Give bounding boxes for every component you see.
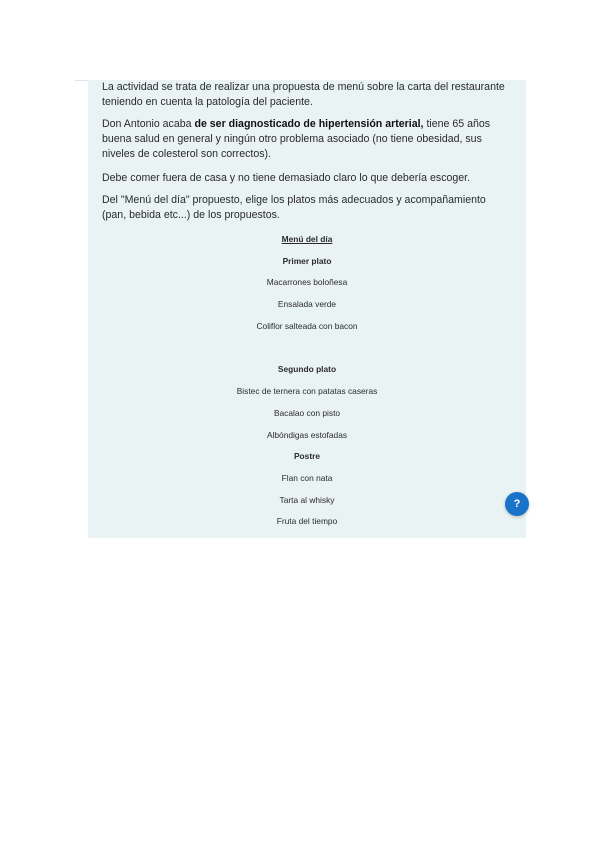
- intro-paragraph-1: La actividad se trata de realizar una propuesta de menú sobre la carta del restaurante teniendo en cuenta la patología del paciente.: [102, 81, 505, 108]
- second-course-item: Albóndigas estofadas: [266, 430, 348, 440]
- dessert-item: Tarta al whisky: [279, 495, 335, 505]
- diagnosis-bold: de ser diagnosticado de hipertensión arterial,: [194, 118, 424, 130]
- help-button[interactable]: [505, 492, 529, 516]
- second-course-item: Bistec de ternera con patatas caseras: [236, 386, 378, 396]
- first-course-item: Ensalada verde: [277, 299, 337, 309]
- menu-title: Menú del día: [281, 234, 333, 244]
- first-course-heading: Primer plato: [282, 256, 332, 266]
- activity-panel: [88, 80, 526, 538]
- second-course-item: Bacalao con pisto: [273, 408, 341, 418]
- second-course-heading: Segundo plato: [277, 364, 337, 374]
- intro-paragraph-3: Debe comer fuera de casa y no tiene demasiado claro lo que debería escoger.: [102, 172, 471, 184]
- question-mark-icon: ?: [513, 498, 521, 510]
- intro-paragraph-2-start: Don Antonio acaba: [102, 118, 195, 130]
- dessert-item: Fruta del tiempo: [276, 516, 338, 526]
- first-course-item: Coliflor salteada con bacon: [256, 321, 358, 331]
- first-course-item: Macarrones boloñesa: [266, 277, 348, 287]
- dessert-heading: Postre: [293, 451, 321, 461]
- intro-paragraph-4: Del "Menú del día" propuesto, elige los platos más adecuados y acompañamiento (pan, bebida etc...) de los propuestos.: [102, 194, 486, 221]
- dessert-item: Flan con nata: [281, 473, 333, 483]
- intro-paragraph-2: [102, 117, 512, 162]
- intro-paragraph-2-end: tiene 65 años buena salud en general y ningún otro problema asociado (no tiene obesidad, sus niveles de colesterol son correctos).: [102, 118, 491, 160]
